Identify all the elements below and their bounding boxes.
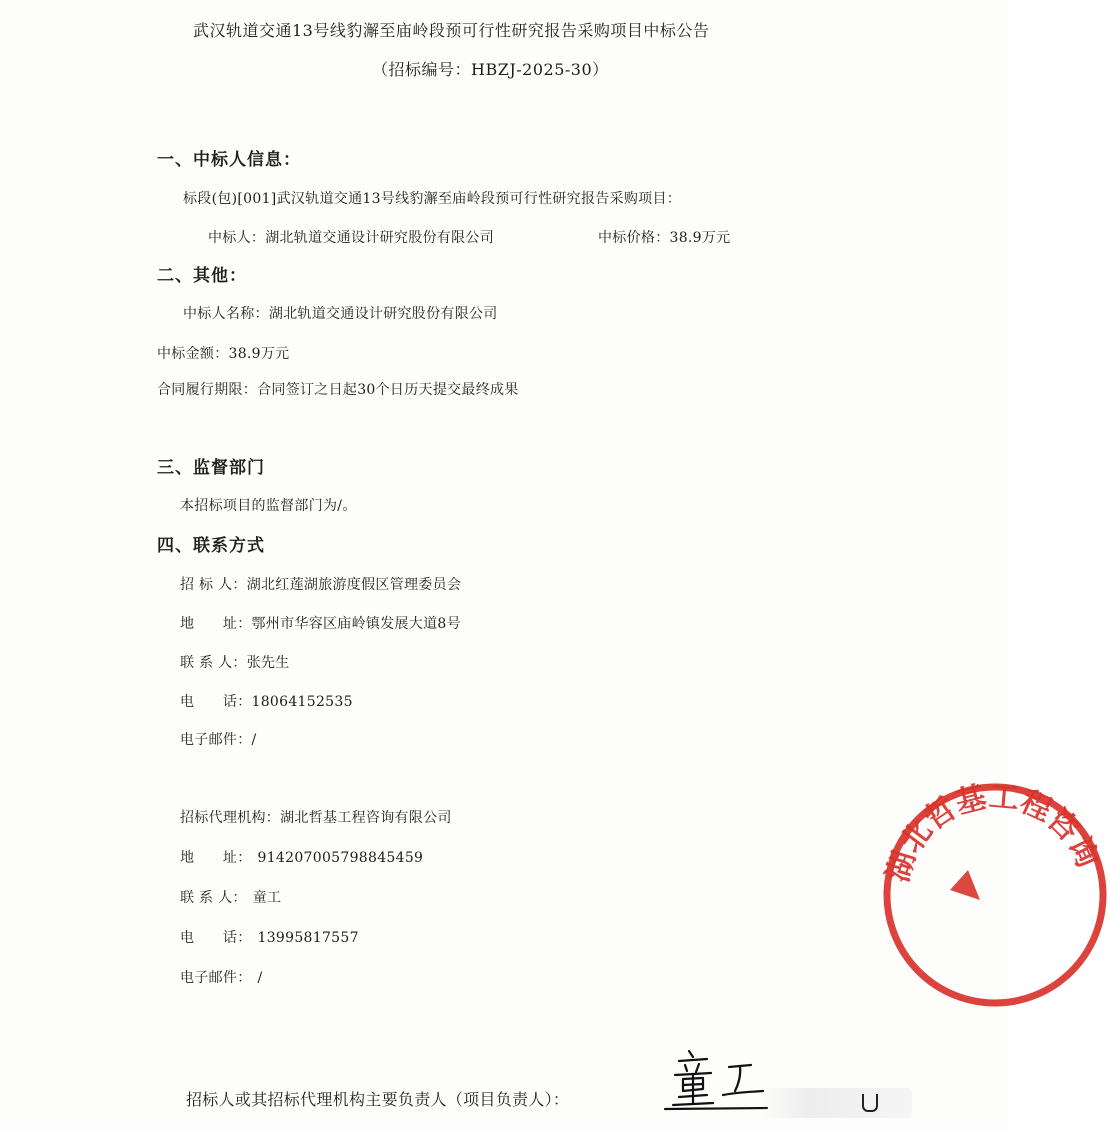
- section4-heading: 四、联系方式: [157, 536, 265, 556]
- agency-email-label: 电子邮件：: [180, 970, 252, 986]
- agency-phone-row: [180, 928, 359, 948]
- price-value: 38.9万元: [669, 230, 731, 246]
- winner-name-value: 湖北轨道交通设计研究股份有限公司: [268, 306, 498, 322]
- watermark-logo-icon: [862, 1094, 878, 1112]
- section3-heading: 三、监督部门: [157, 458, 265, 478]
- section1-heading: 一、中标人信息：: [157, 150, 301, 170]
- agency-phone-value: 13995817557: [257, 930, 359, 946]
- svg-text:湖北哲基工程咨询: 湖北哲基工程咨询: [880, 779, 1105, 887]
- tenderer-contact-row: [180, 653, 290, 673]
- tenderer-email-row: [180, 730, 257, 750]
- agency-address-row: [180, 848, 423, 868]
- tenderer-contact-label: 联 系 人：: [180, 655, 247, 671]
- tenderer-phone-value: 18064152535: [251, 694, 353, 710]
- tenderer-email-label: 电子邮件：: [180, 732, 252, 748]
- tenderer-value: 湖北红莲湖旅游度假区管理委员会: [246, 577, 462, 593]
- lot-description: 标段(包)[001]武汉轨道交通13号线豹澥至庙岭段预可行性研究报告采购项目：: [183, 191, 682, 207]
- agency-contact-label: 联 系 人：: [180, 890, 247, 906]
- tenderer-contact-value: 张先生: [246, 655, 290, 671]
- responsible-label: 招标人或其招标代理机构主要负责人（项目负责人）：: [186, 1090, 570, 1109]
- agency-address-value: 914207005798845459: [257, 850, 424, 866]
- amount-label: 中标金额：: [157, 346, 229, 362]
- tenderer-address-label: 地 址：: [180, 616, 252, 632]
- winner-name-label: 中标人名称：: [183, 306, 269, 322]
- tenderer-phone-label: 电 话：: [180, 694, 252, 710]
- tenderer-address-row: [180, 614, 461, 634]
- agency-contact-row: [180, 888, 281, 908]
- amount-row: [157, 344, 289, 364]
- period-label: 合同履行期限：: [157, 382, 258, 398]
- winner-row: [208, 228, 494, 248]
- winner-label: 中标人：: [208, 230, 266, 246]
- tenderer-address-value: 鄂州市华容区庙岭镇发展大道8号: [251, 616, 461, 632]
- amount-value: 38.9万元: [228, 346, 290, 362]
- supervision-text: 本招标项目的监督部门为/。: [180, 498, 357, 514]
- agency-address-label: 地 址：: [180, 850, 252, 866]
- agency-email-row: [180, 968, 263, 988]
- signature-image: [663, 1045, 773, 1115]
- watermark-overlay: [762, 1088, 912, 1118]
- tenderer-email-value: /: [251, 732, 257, 748]
- winner-value: 湖北轨道交通设计研究股份有限公司: [265, 230, 495, 246]
- price-label: 中标价格：: [598, 230, 670, 246]
- winner-name-row: [183, 304, 498, 324]
- agency-label: 招标代理机构：: [180, 810, 281, 826]
- agency-row: [180, 808, 452, 828]
- price-row: [598, 228, 730, 248]
- agency-value: 湖北哲基工程咨询有限公司: [280, 810, 452, 826]
- tenderer-phone-row: [180, 692, 353, 712]
- period-row: [157, 380, 519, 400]
- agency-email-value: /: [257, 970, 263, 986]
- document-title: 武汉轨道交通13号线豹澥至庙岭段预可行性研究报告采购项目中标公告: [193, 21, 710, 40]
- bid-number: （招标编号：HBZJ-2025-30）: [372, 60, 609, 79]
- agency-contact-value: 童工: [252, 890, 282, 906]
- tenderer-row: [180, 575, 461, 595]
- section2-heading: 二、其他：: [157, 266, 247, 286]
- period-value: 合同签订之日起30个日历天提交最终成果: [257, 382, 519, 398]
- agency-phone-label: 电 话：: [180, 930, 252, 946]
- tenderer-label: 招 标 人：: [180, 577, 247, 593]
